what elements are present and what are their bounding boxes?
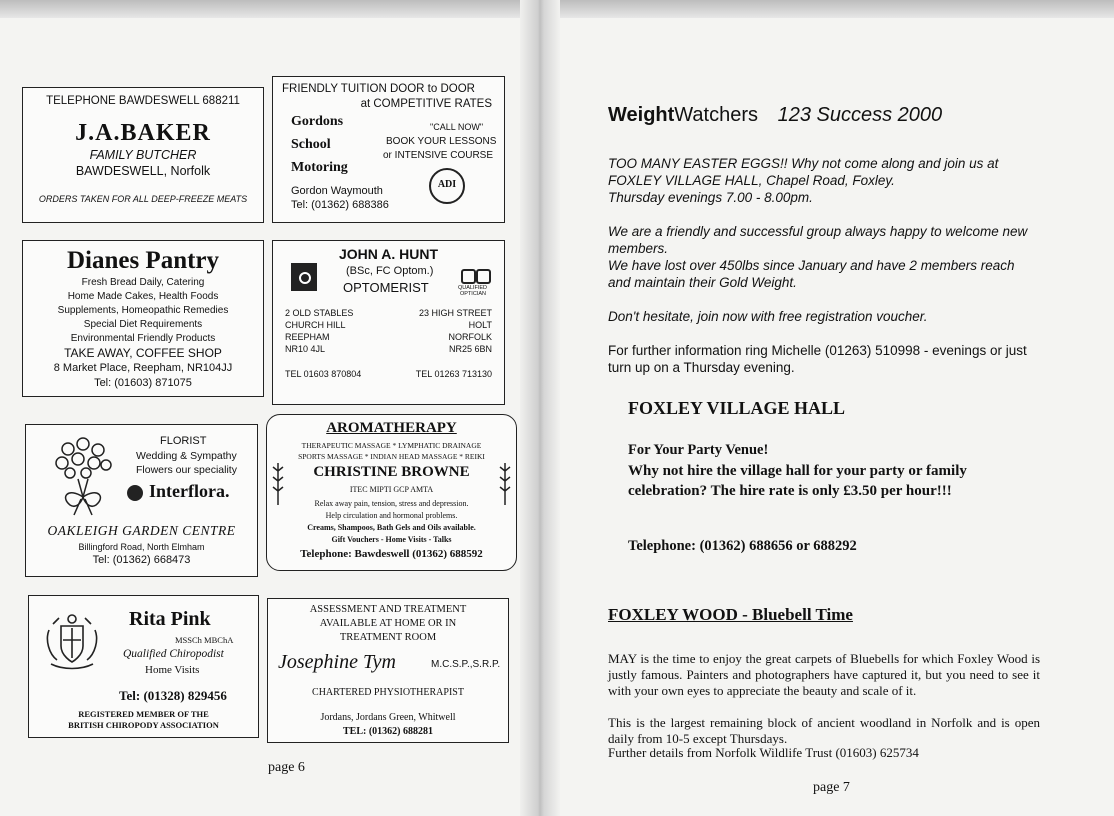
tuition-name-3: Motoring xyxy=(291,160,348,175)
rita-member: BRITISH CHIROPODY ASSOCIATION xyxy=(68,720,219,730)
rita-quals: MSSCh MBChA xyxy=(175,635,234,645)
ww-para-4: Don't hesitate, join now with free registration voucher. xyxy=(608,309,928,324)
josephine-line3: TREATMENT ROOM xyxy=(339,632,437,643)
ww-heading xyxy=(608,104,942,127)
ww-para-1b: Thursday evenings 7.00 - 8.00pm. xyxy=(608,190,813,205)
aroma-line3: Relax away pain, tension, stress and depression. xyxy=(314,499,469,508)
baker-ad xyxy=(22,87,264,223)
chiropodist-ad xyxy=(28,595,259,738)
ww-slogan: 123 Success 2000 xyxy=(777,104,943,126)
florist-name: OAKLEIGH GARDEN CENTRE xyxy=(47,523,236,538)
opt-left-address: CHURCH HILL xyxy=(285,320,346,330)
aroma-line1: THERAPEUTIC MASSAGE * LYMPHATIC DRAINAGE xyxy=(301,441,482,450)
rita-tel: Tel: (01328) 829456 xyxy=(119,688,227,703)
opt-qualified: QUALIFIED xyxy=(458,285,488,291)
opt-tel-right: TEL 01263 713130 xyxy=(415,369,492,379)
josephine-address: Jordans, Jordans Green, Whitwell xyxy=(320,712,456,723)
coat-of-arms-icon xyxy=(39,610,105,676)
flower-bouquet-icon xyxy=(48,435,118,517)
josephine-line2: AVAILABLE AT HOME OR IN xyxy=(319,618,457,629)
florist-title: FLORIST xyxy=(160,435,207,447)
pantry-line: Supplements, Homeopathic Remedies xyxy=(57,305,229,316)
tuition-ad xyxy=(272,76,505,223)
rita-role: Qualified Chiropodist xyxy=(123,648,224,660)
aroma-line6: Gift Vouchers - Home Visits - Talks xyxy=(331,535,452,544)
tuition-tel: Tel: (01362) 688386 xyxy=(291,199,389,211)
right-page xyxy=(555,18,1114,816)
florist-ad xyxy=(25,424,258,577)
opt-logo-icon xyxy=(291,263,317,291)
aroma-quals: ITEC MIPTI GCP AMTA xyxy=(349,485,434,494)
florist-line3: Flowers our speciality xyxy=(136,464,237,476)
pantry-ad xyxy=(22,240,264,397)
rita-member: REGISTERED MEMBER OF THE xyxy=(78,709,209,719)
opt-left-address: REEPHAM xyxy=(285,332,330,342)
tuition-contact: Gordon Waymouth xyxy=(291,185,383,197)
aroma-title: AROMATHERAPY xyxy=(326,420,457,436)
opt-left-address: NR10 4JL xyxy=(285,344,326,354)
tuition-book: BOOK YOUR LESSONS xyxy=(386,136,497,147)
hall-sub: For Your Party Venue! xyxy=(628,442,769,458)
josephine-line1: ASSESSMENT AND TREATMENT xyxy=(309,604,467,615)
opt-title: OPTOMERIST xyxy=(343,280,429,295)
josephine-name: Josephine Tym xyxy=(278,651,396,673)
baker-type: FAMILY BUTCHER xyxy=(89,148,197,162)
physio-ad xyxy=(267,598,509,743)
hall-title: FOXLEY VILLAGE HALL xyxy=(628,398,846,418)
wood-para-1: MAY is the time to enjoy the great carpets of Bluebells for which Foxley Wood is justly famous. Painters and photographers have captured it, but you need to see it with your own eyes to appreciate the beauty and scale of it. xyxy=(608,651,1040,698)
josephine-tel: TEL: (01362) 688281 xyxy=(343,726,433,737)
ww-para-3: We have lost over 450lbs since January and have 2 members reach and maintain their Gold Weight. xyxy=(608,258,1015,290)
opt-name: JOHN A. HUNT xyxy=(338,246,439,262)
baker-name: J.A.BAKER xyxy=(75,120,211,146)
hall-tel: Telephone: (01362) 688656 or 688292 xyxy=(628,538,857,554)
rita-visits: Home Visits xyxy=(145,664,200,676)
wood-para-3: Further details from Norfolk Wildlife Trust (01603) 625734 xyxy=(608,745,919,760)
ww-brand-bold: Weight xyxy=(608,104,675,126)
ww-para-1: TOO MANY EASTER EGGS!! Why not come along and join us at FOXLEY VILLAGE HALL, Chapel Road, Foxley. xyxy=(608,156,999,188)
left-page xyxy=(0,18,530,816)
optometrist-ad xyxy=(272,240,505,405)
tuition-intensive: or INTENSIVE COURSE xyxy=(383,150,494,161)
ww-para-5: For further information ring Michelle (01263) 510998 - evenings or just turn up on a Thursday evening. xyxy=(608,343,1027,375)
rita-name: Rita Pink xyxy=(129,608,211,630)
baker-telephone: TELEPHONE BAWDESWELL 688211 xyxy=(46,95,240,107)
page-number: page 7 xyxy=(813,780,850,795)
florist-tel: Tel: (01362) 668473 xyxy=(92,554,191,566)
tuition-name-2: School xyxy=(291,137,331,152)
pantry-line: Environmental Friendly Products xyxy=(70,333,216,344)
pantry-address: 8 Market Place, Reepham, NR104JJ xyxy=(53,362,233,374)
glasses-icon xyxy=(461,269,491,283)
florist-brand: Interflora. xyxy=(149,481,230,501)
tuition-name-1: Gordons xyxy=(291,114,344,129)
aroma-line2: SPORTS MASSAGE * INDIAN HEAD MASSAGE * REIKI xyxy=(298,452,485,461)
ww-para-2: We are a friendly and successful group always happy to welcome new members. xyxy=(608,224,1028,256)
josephine-quals: M.C.S.P.,S.R.P. xyxy=(431,659,501,670)
tuition-line2: at COMPETITIVE RATES xyxy=(360,98,492,110)
tuition-call-now: "CALL NOW" xyxy=(430,122,484,132)
pantry-takeaway: TAKE AWAY, COFFEE SHOP xyxy=(64,346,222,360)
opt-qualified: OPTICIAN xyxy=(460,291,486,297)
opt-right-address: NR25 6BN xyxy=(448,344,492,354)
aroma-tel: Telephone: Bawdeswell (01362) 688592 xyxy=(300,548,483,560)
pantry-line: Special Diet Requirements xyxy=(83,319,203,330)
opt-left-address: 2 OLD STABLES xyxy=(285,308,354,318)
ww-brand: Watchers xyxy=(674,104,759,126)
opt-right-address: HOLT xyxy=(468,320,492,330)
florist-address: Billingford Road, North Elmham xyxy=(78,542,205,552)
josephine-role: CHARTERED PHYSIOTHERAPIST xyxy=(312,687,464,698)
adi-badge-icon: ADI xyxy=(429,168,465,204)
baker-location: BAWDESWELL, Norfolk xyxy=(75,164,211,178)
pantry-line: Fresh Bread Daily, Catering xyxy=(81,277,205,288)
florist-line2: Wedding & Sympathy xyxy=(136,450,237,462)
page-number: page 6 xyxy=(268,760,305,775)
leaf-sprig-icon xyxy=(271,461,285,507)
interflora-logo-icon xyxy=(127,485,143,501)
wood-title: FOXLEY WOOD - Bluebell Time xyxy=(608,605,853,624)
opt-quals: (BSc, FC Optom.) xyxy=(346,265,434,277)
aroma-name: CHRISTINE BROWNE xyxy=(313,464,470,480)
pantry-line: Home Made Cakes, Health Foods xyxy=(67,291,219,302)
pantry-tel: Tel: (01603) 871075 xyxy=(94,377,192,389)
aroma-line4: Help circulation and hormonal problems. xyxy=(325,511,458,520)
hall-body: Why not hire the village hall for your party or family celebration? The hire rate is only £3.50 per hour!!! xyxy=(628,463,967,499)
tuition-line1: FRIENDLY TUITION DOOR to DOOR xyxy=(282,83,475,95)
opt-tel-left: TEL 01603 870804 xyxy=(285,369,362,379)
opt-right-address: NORFOLK xyxy=(448,332,492,342)
wood-para-2: This is the largest remaining block of ancient woodland in Norfolk and is open daily from 10-5 except Thursdays. xyxy=(608,715,1040,746)
leaf-sprig-icon xyxy=(498,461,512,507)
opt-right-address: 23 HIGH STREET xyxy=(418,308,492,318)
baker-note: ORDERS TAKEN FOR ALL DEEP-FREEZE MEATS xyxy=(38,194,248,204)
aromatherapy-ad xyxy=(266,414,517,571)
aroma-line5: Creams, Shampoos, Bath Gels and Oils available. xyxy=(307,523,476,532)
pantry-name: Dianes Pantry xyxy=(66,247,220,274)
